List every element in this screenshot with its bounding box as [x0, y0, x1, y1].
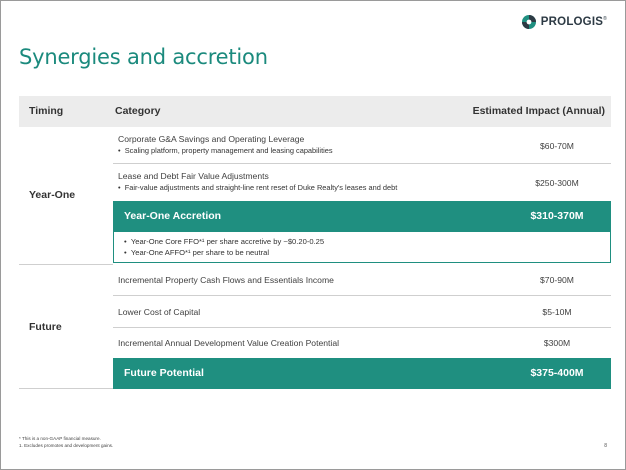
prologis-logo-icon — [521, 14, 537, 30]
table-row — [113, 296, 611, 328]
row-category: Incremental Annual Development Value Creation Potential — [118, 338, 340, 348]
table-bottom-divider — [19, 388, 113, 389]
row-category-title: Corporate G&A Savings and Operating Leverage — [118, 134, 305, 144]
future-potential-row — [113, 358, 611, 389]
header-impact: Estimated Impact (Annual) — [472, 105, 605, 117]
row-category: Lower Cost of Capital — [118, 307, 201, 317]
table-row — [113, 328, 611, 357]
total-value: $310-370M — [530, 210, 584, 222]
year-one-accretion-row — [113, 201, 611, 232]
row-category-title: Lease and Debt Fair Value Adjustments — [118, 171, 269, 181]
prologis-logo — [521, 14, 607, 30]
header-category: Category — [115, 105, 161, 117]
footnote: 1. Excludes promotes and development gains. — [19, 443, 114, 448]
row-value: $60-70M — [540, 141, 574, 151]
page-title: Synergies and accretion — [19, 45, 268, 69]
total-value: $375-400M — [530, 367, 584, 379]
row-value: $250-300M — [535, 178, 579, 188]
note-bullet: • Year-One Core FFO*¹ per share accretive by ~$0.20-0.25 — [124, 237, 325, 246]
total-category: Future Potential — [124, 367, 204, 379]
table-header — [19, 96, 611, 127]
row-category — [118, 134, 333, 155]
year-one-notes — [113, 232, 611, 263]
footnotes — [19, 435, 113, 449]
table-row — [113, 264, 611, 296]
page-number: 8 — [604, 443, 607, 449]
note-bullet: • Year-One AFFO*¹ per share to be neutral — [124, 248, 270, 257]
row-category: Incremental Property Cash Flows and Essentials Income — [118, 275, 334, 285]
table-row — [113, 164, 611, 200]
row-value: $300M — [543, 338, 571, 348]
row-bullet: • Scaling platform, property management and leasing capabilities — [118, 146, 333, 155]
group-label-future: Future — [29, 321, 62, 333]
total-category: Year-One Accretion — [124, 210, 222, 222]
row-category — [118, 171, 397, 192]
group-divider — [19, 264, 113, 265]
row-value: $70-90M — [540, 275, 574, 285]
header-timing: Timing — [29, 105, 64, 117]
table-row — [113, 127, 611, 164]
row-value: $5-10M — [542, 307, 572, 317]
row-bullet: • Fair-value adjustments and straight-line rent reset of Duke Realty's leases and debt — [118, 183, 398, 192]
logo-text: PROLOGIS® — [540, 16, 607, 28]
group-label-year-one: Year-One — [29, 189, 76, 201]
footnote: * This is a non-GAAP financial measure. — [19, 436, 101, 441]
